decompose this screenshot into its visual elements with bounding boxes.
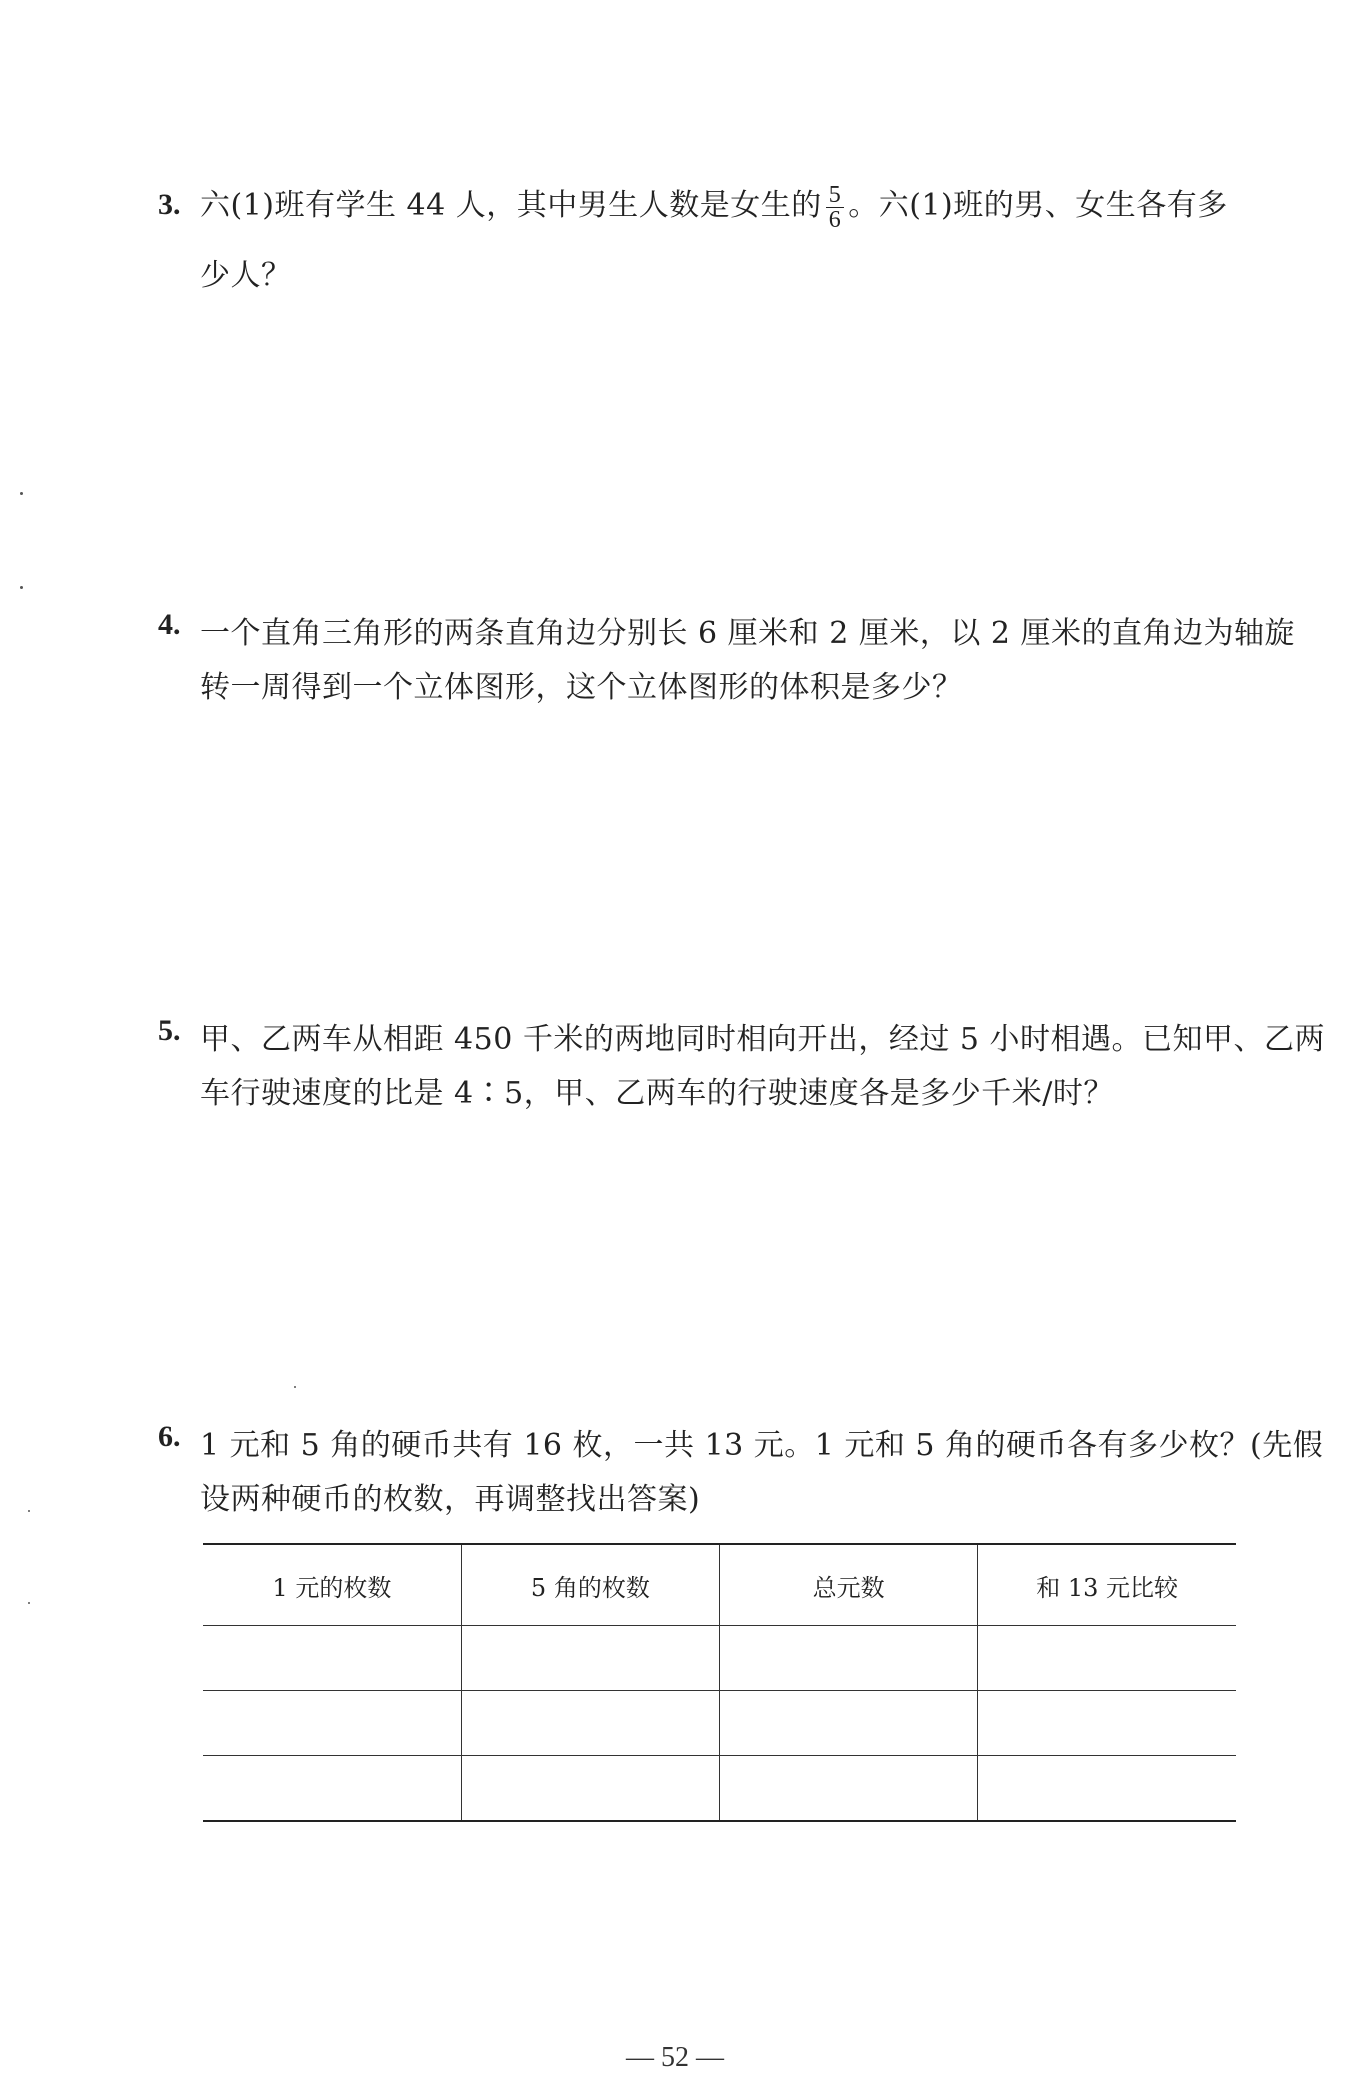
question-number: 6. (158, 1420, 181, 1453)
question-number: 4. (158, 608, 181, 641)
column-header-1-yuan-count: 1 元的枚数 (203, 1544, 461, 1626)
question-line-2: 转一周得到一个立体图形，这个立体图形的体积是多少？ (200, 670, 963, 705)
column-header-5-jiao-count: 5 角的枚数 (461, 1544, 719, 1626)
question-line-1: 1 元和 5 角的硬币共有 16 枚，一共 13 元。1 元和 5 角的硬币各有多少枚？(先假 (200, 1428, 1324, 1463)
question-line-1: 一个直角三角形的两条直角边分别长 6 厘米和 2 厘米，以 2 厘米的直角边为轴旋 (200, 616, 1295, 651)
table-cell (203, 1691, 461, 1756)
scan-mark (20, 492, 23, 495)
fraction-numerator: 5 (826, 183, 845, 208)
table-cell (978, 1691, 1236, 1756)
table-cell (978, 1626, 1236, 1691)
question-text: 六(1)班有学生 44 人，其中男生人数是女生的 (200, 188, 822, 223)
table-cell (203, 1756, 461, 1822)
table-cell (978, 1756, 1236, 1822)
table-cell (203, 1626, 461, 1691)
coin-table (203, 1543, 1236, 1822)
table-cell (461, 1691, 719, 1756)
scan-mark (294, 1386, 296, 1388)
table-header-row (203, 1544, 1236, 1626)
scan-mark (28, 1602, 30, 1604)
question-line-1 (200, 180, 1228, 232)
page-number: — 52 — (626, 2042, 724, 2073)
fraction (826, 183, 845, 232)
question-number: 3. (158, 188, 181, 221)
table-cell (461, 1756, 719, 1822)
table-cell (720, 1691, 978, 1756)
table-row (203, 1691, 1236, 1756)
question-number: 5. (158, 1014, 181, 1047)
scan-mark (20, 586, 23, 589)
question-line-2: 车行驶速度的比是 4∶5，甲、乙两车的行驶速度各是多少千米/时？ (200, 1076, 1114, 1111)
scan-mark (28, 1510, 30, 1512)
fraction-denominator: 6 (828, 206, 842, 233)
column-header-compare-13: 和 13 元比较 (978, 1544, 1236, 1626)
table-row (203, 1756, 1236, 1822)
table-cell (720, 1626, 978, 1691)
table-cell (720, 1756, 978, 1822)
question-line-2: 少人？ (200, 258, 292, 293)
question-text: 。六(1)班的男、女生各有多 (848, 188, 1228, 223)
column-header-total-yuan: 总元数 (720, 1544, 978, 1626)
question-line-2: 设两种硬币的枚数，再调整找出答案) (200, 1482, 701, 1517)
table-cell (461, 1626, 719, 1691)
table-row (203, 1626, 1236, 1691)
question-line-1: 甲、乙两车从相距 450 千米的两地同时相向开出，经过 5 小时相遇。已知甲、乙两 (200, 1022, 1325, 1057)
